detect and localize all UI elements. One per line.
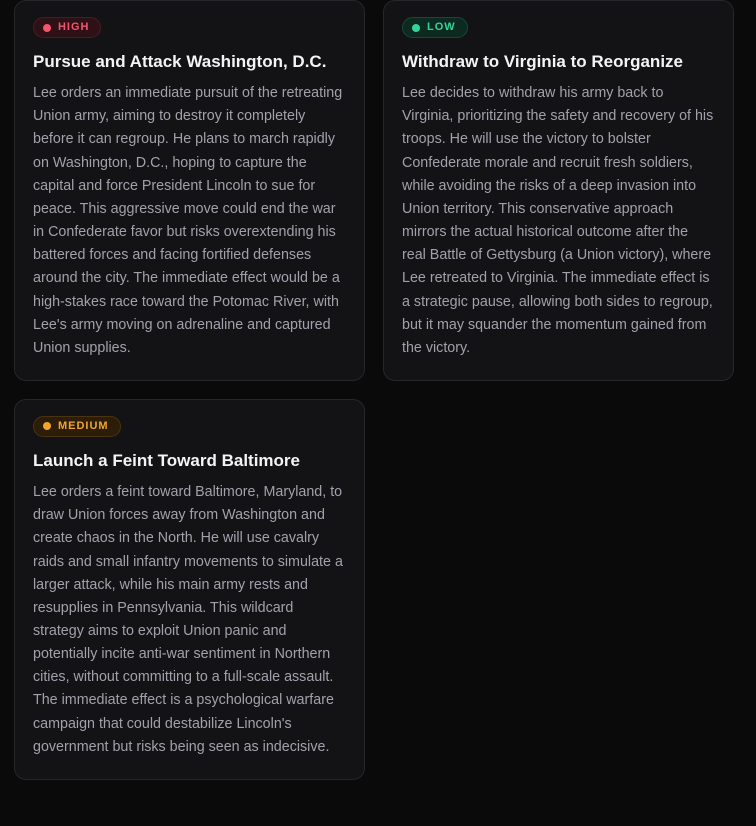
priority-label: MEDIUM <box>58 419 109 432</box>
priority-dot-icon <box>43 24 51 32</box>
priority-badge-high <box>33 17 101 38</box>
scenario-option-card[interactable] <box>14 399 365 780</box>
priority-label: LOW <box>427 21 456 33</box>
option-description: Lee decides to withdraw his army back to Virginia, prioritizing the safety and recovery of his troops. He will use the victory to bolster Confederate morale and recruit fresh soldiers, while avoiding the risks of a deep invasion into Union territory. This conservative approach mirrors the actual historical outcome after the real Battle of Gettysburg (a Union victory), where Lee retreated to Virginia. The immediate effect is a strategic pause, allowing both sides to regroup, but it may squander the momentum gained from the victory. <box>402 85 714 356</box>
option-title: Pursue and Attack Washington, D.C. <box>33 52 327 71</box>
scenario-option-card[interactable] <box>383 0 734 381</box>
priority-label: HIGH <box>58 21 90 33</box>
option-title: Withdraw to Virginia to Reorganize <box>402 52 683 71</box>
priority-dot-icon <box>412 24 420 32</box>
priority-badge-medium <box>33 416 121 437</box>
priority-badge-low <box>402 17 468 38</box>
option-description: Lee orders an immediate pursuit of the retreating Union army, aiming to destroy it completely before it can regroup. He plans to march rapidly on Washington, D.C., hoping to capture the capital and force President Lincoln to sue for peace. This aggressive move could end the war in Confederate favor but risks overextending his battered forces and facing fortified defenses around the city. The immediate effect would be a high-stakes race toward the Potomac River, with Lee's army moving on adrenaline and captured Union supplies. <box>33 85 343 356</box>
priority-dot-icon <box>43 422 51 430</box>
scenario-option-card[interactable] <box>14 0 365 381</box>
option-title: Launch a Feint Toward Baltimore <box>33 450 300 470</box>
option-description: Lee orders a feint toward Baltimore, Maryland, to draw Union forces away from Washington and create chaos in the North. He will use cavalry raids and small infantry movements to simulate a larger attack, while his main army rests and resupplies in Pennsylvania. This wildcard strategy aims to exploit Union panic and potentially incite anti-war sentiment in Northern cities, without committing to a full-scale assault. The immediate effect is a psychological warfare campaign that could destabilize Lincoln's government but risks being seen as indecisive. <box>33 484 343 755</box>
